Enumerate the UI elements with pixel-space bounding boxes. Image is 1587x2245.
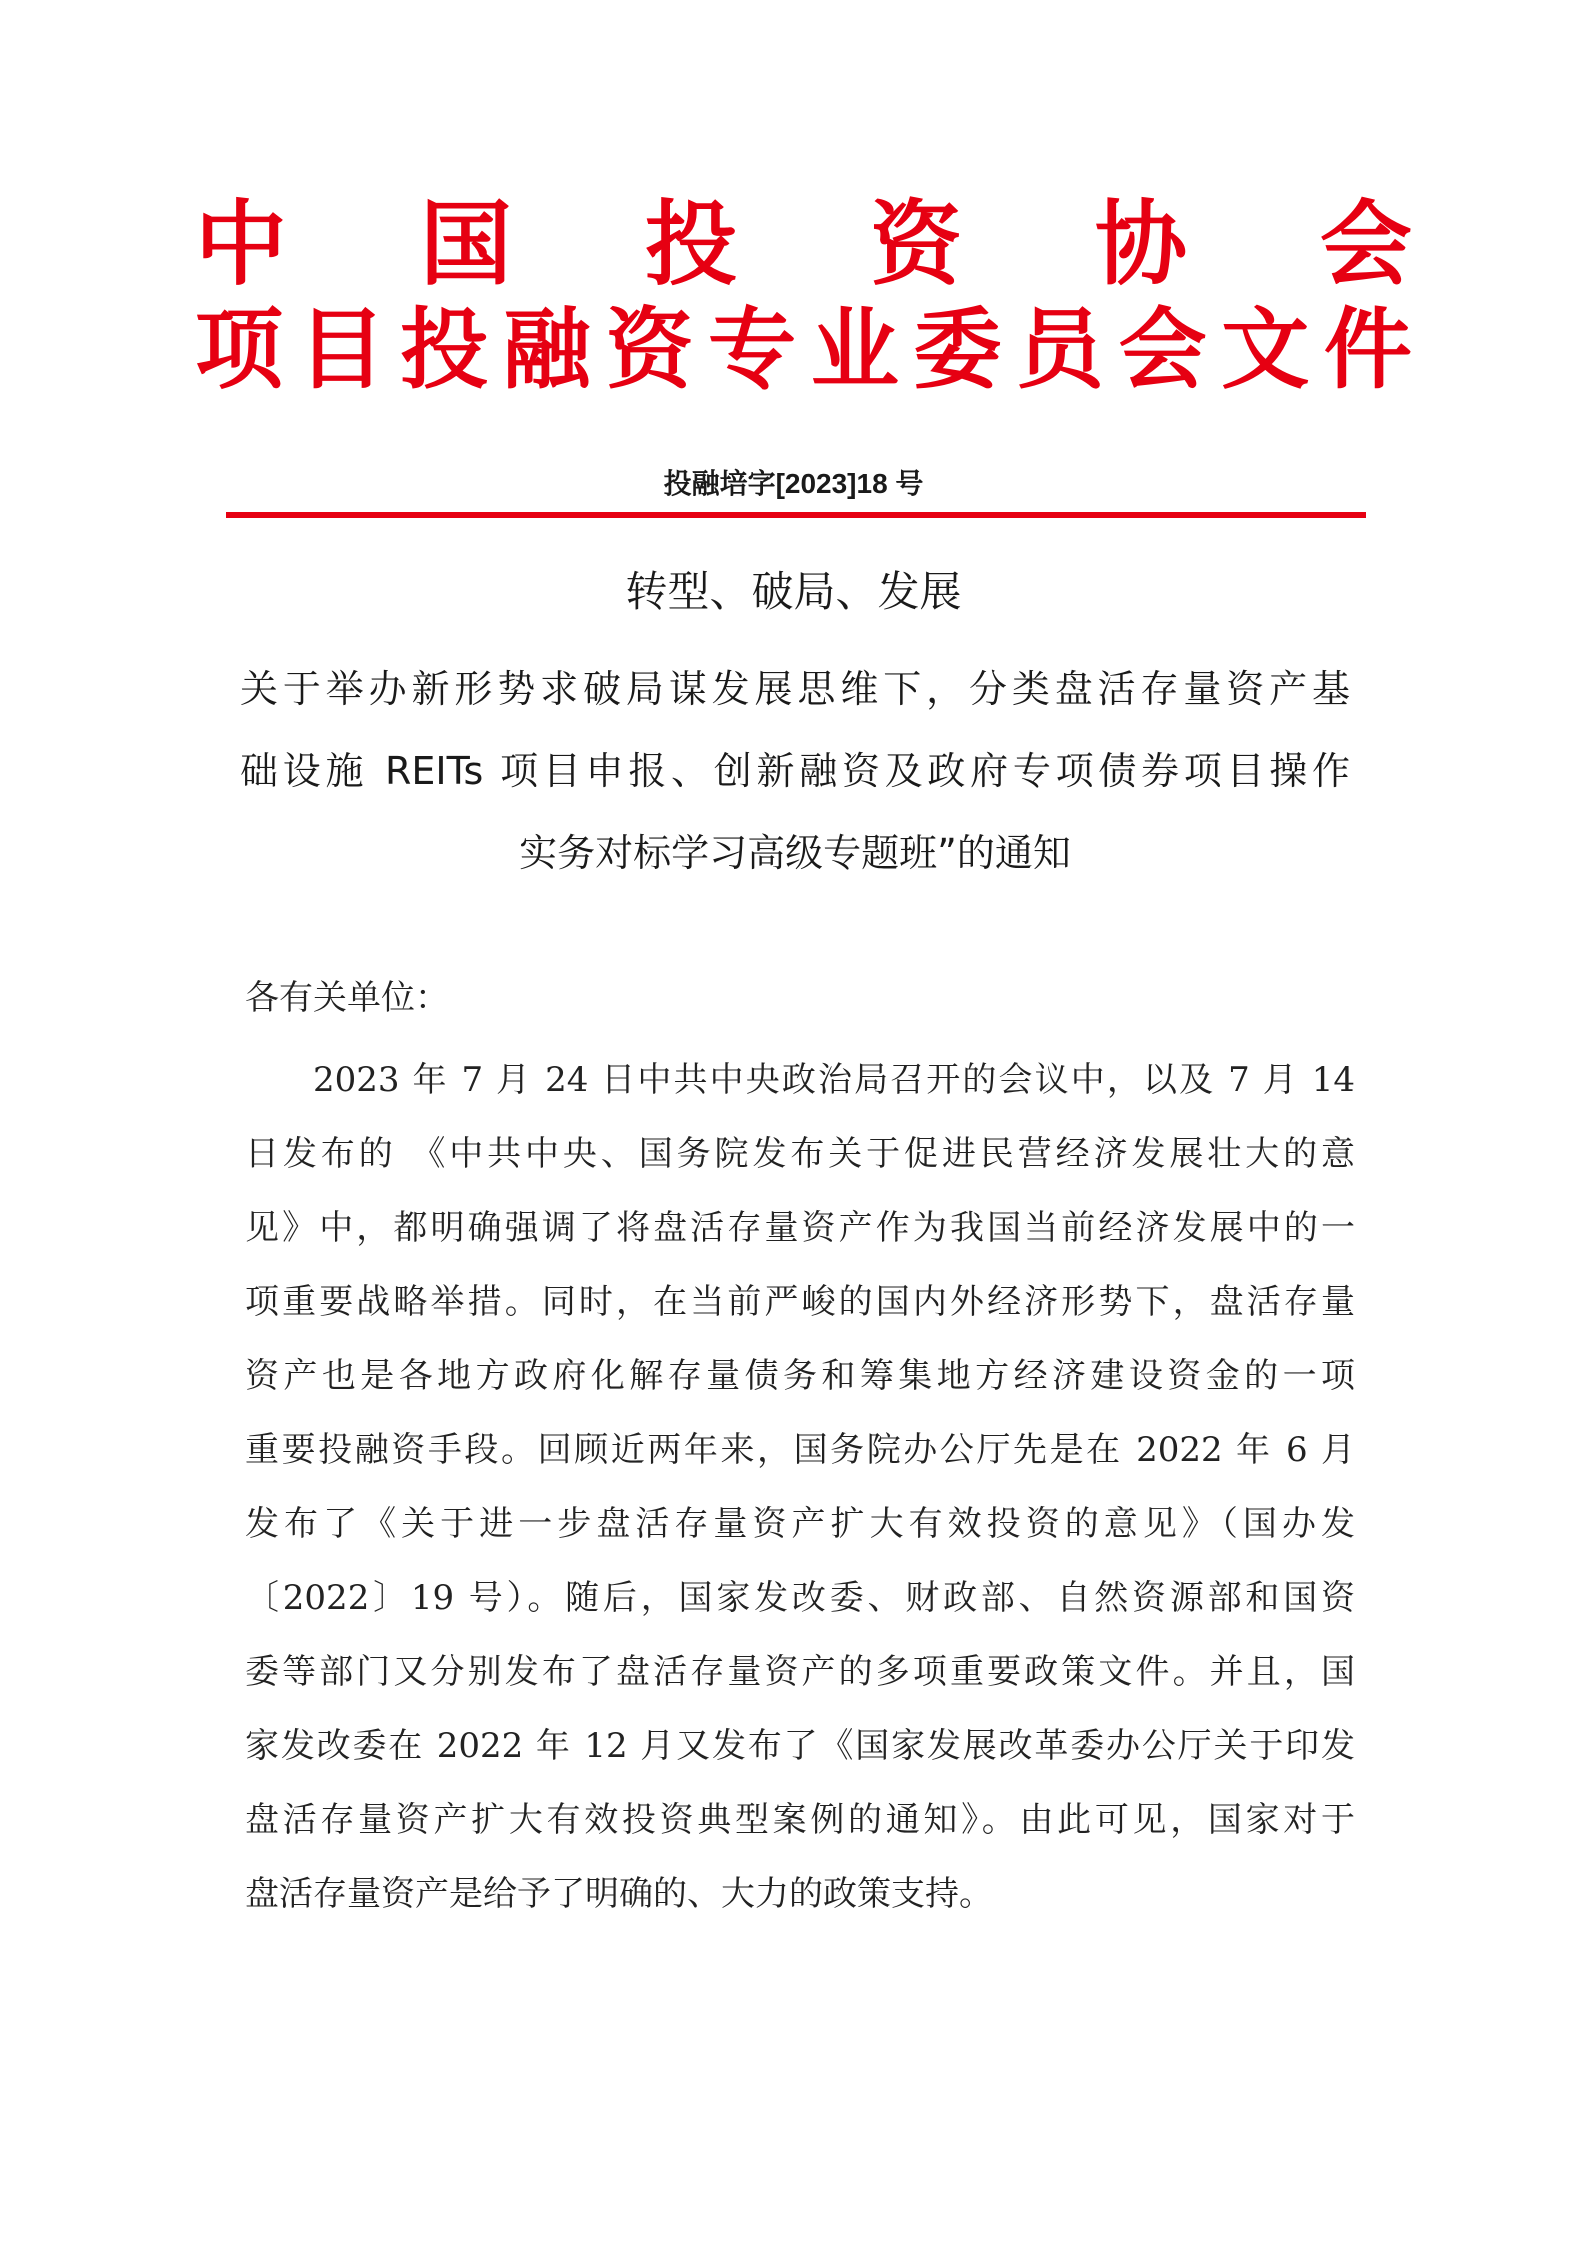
issuer-name-line2: [195, 300, 1412, 400]
issuer-char: 协: [1094, 191, 1187, 298]
paragraph-line: 委等部门又分别发布了盘活存量资产的多项重要政策文件。并且，国: [245, 1652, 1355, 1692]
subtitle-line: 础设施 REITs 项目申报、创新融资及政府专项债券项目操作: [240, 749, 1350, 793]
paragraph-line: 项重要战略举措。同时，在当前严峻的国内外经济形势下，盘活存量: [245, 1282, 1355, 1322]
issuer-char: 国: [419, 191, 512, 298]
document-number: 投融培字[2023]18 号: [663, 468, 924, 499]
paragraph-line: 盘活存量资产是给予了明确的、大力的政策支持。: [245, 1874, 993, 1914]
paragraph-line: 盘活存量资产扩大有效投资典型案例的通知》。由此可见，国家对于: [245, 1800, 1355, 1840]
paragraph-line: 见》中，都明确强调了将盘活存量资产作为我国当前经济发展中的一: [245, 1208, 1355, 1248]
issuer-char: 投: [400, 298, 489, 401]
document-subtitle: [240, 648, 1350, 894]
issuer-char: 业: [810, 298, 899, 401]
issuer-char: 中: [195, 191, 288, 298]
red-divider-line: [226, 512, 1366, 518]
issuer-char: 目: [297, 298, 386, 401]
issuer-char: 文: [1221, 298, 1310, 401]
issuer-char: 会: [1319, 191, 1412, 298]
subtitle-line: 实务对标学习高级专题班”的通知: [519, 831, 1071, 875]
issuer-char: 资: [605, 298, 694, 401]
issuer-char: 资: [869, 191, 962, 298]
salutation: 各有关单位：: [245, 978, 449, 1018]
issuer-char: 员: [1016, 298, 1105, 401]
paragraph-line: 资产也是各地方政府化解存量债务和筹集地方经济建设资金的一项: [245, 1356, 1355, 1396]
issuer-char: 项: [195, 298, 284, 401]
issuer-char: 融: [502, 298, 591, 401]
body-paragraph: [245, 1043, 1355, 1931]
issuer-char: 专: [708, 298, 797, 401]
document-title: 转型、破局、发展: [625, 567, 962, 616]
subtitle-line: 关于举办新形势求破局谋发展思维下，分类盘活存量资产基: [240, 667, 1350, 711]
issuer-name-line1: [195, 191, 1412, 298]
issuer-char: 件: [1323, 298, 1412, 401]
paragraph-line: 〔2022〕19 号）。随后，国家发改委、财政部、自然资源部和国资: [245, 1578, 1355, 1618]
issuer-char: 会: [1118, 298, 1207, 401]
paragraph-line: 发布了《关于进一步盘活存量资产扩大有效投资的意见》（国办发: [245, 1504, 1355, 1544]
issuer-char: 委: [913, 298, 1002, 401]
issuer-char: 投: [644, 191, 737, 298]
paragraph-line: 2023 年 7 月 24 日中共中央政治局召开的会议中，以及 7 月 14: [313, 1060, 1355, 1100]
paragraph-line: 日发布的 《中共中央、国务院发布关于促进民营经济发展壮大的意: [245, 1134, 1355, 1174]
paragraph-line: 重要投融资手段。回顾近两年来，国务院办公厅先是在 2022 年 6 月: [245, 1430, 1355, 1470]
paragraph-line: 家发改委在 2022 年 12 月又发布了《国家发展改革委办公厅关于印发: [245, 1726, 1355, 1766]
